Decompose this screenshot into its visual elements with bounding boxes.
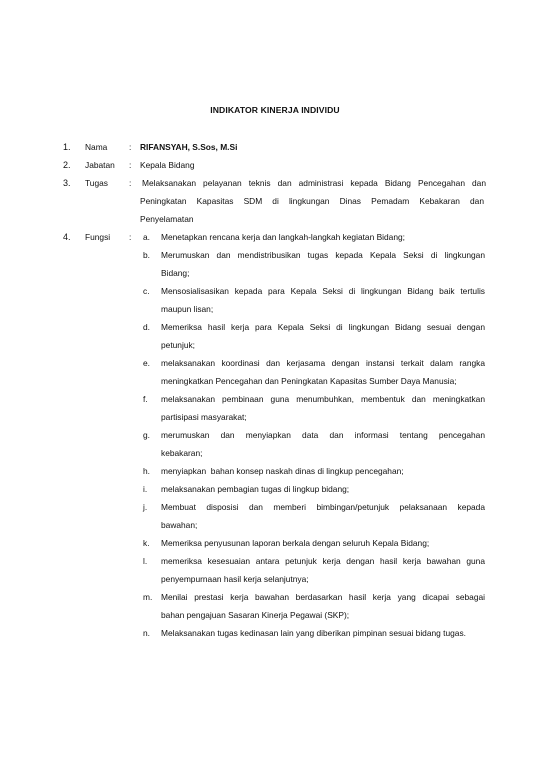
fungsi-line: partisipasi masyarakat; <box>161 412 247 422</box>
fungsi-line: kebakaran; <box>161 448 203 458</box>
fungsi-letter: i. <box>143 484 148 494</box>
fungsi-line: penyempurnaan hasil kerja selanjutnya; <box>161 574 309 584</box>
fungsi-line: melaksanakan pembagian tugas di lingkup bidang; <box>161 484 350 494</box>
field-colon-nama: : <box>129 142 132 152</box>
field-colon-tugas: : <box>129 178 132 188</box>
fungsi-line: Membuat disposisi dan memberi bimbingan/petunjuk pelaksanaan kepada <box>161 502 485 512</box>
document-title: INDIKATOR KINERJA INDIVIDU <box>210 105 340 115</box>
tugas-line: Melaksanakan pelayanan teknis dan administrasi kepada Bidang Pencegahan dan <box>142 178 486 188</box>
item-number-jabatan: 2. <box>63 160 71 170</box>
fungsi-line: bahan pengajuan Sasaran Kinerja Pegawai (SKP); <box>161 610 350 620</box>
fungsi-line: melaksanakan koordinasi dan kerjasama dengan instansi terkait dalam rangka <box>161 358 485 368</box>
field-value-jabatan: Kepala Bidang <box>140 160 195 170</box>
fungsi-letter: e. <box>143 358 150 368</box>
fungsi-letter: g. <box>143 430 150 440</box>
fungsi-line: melaksanakan pembinaan guna menumbuhkan, membentuk dan meningkatkan <box>161 394 485 404</box>
fungsi-line: petunjuk; <box>161 340 195 350</box>
fungsi-line: Merumuskan dan mendistribusikan tugas kepada Kepala Seksi di lingkungan <box>161 250 485 260</box>
fungsi-line: Melaksanakan tugas kedinasan lain yang diberikan pimpinan sesuai bidang tugas. <box>161 628 466 638</box>
fungsi-letter: m. <box>143 592 153 602</box>
field-colon-fungsi: : <box>129 232 132 242</box>
field-label-fungsi: Fungsi <box>85 232 111 242</box>
field-colon-jabatan: : <box>129 160 132 170</box>
fungsi-letter: j. <box>143 502 148 512</box>
fungsi-line: bawahan; <box>161 520 198 530</box>
item-number-tugas: 3. <box>63 178 71 188</box>
fungsi-letter: a. <box>143 232 150 242</box>
field-label-nama: Nama <box>85 142 108 152</box>
fungsi-letter: c. <box>143 286 150 296</box>
item-number-fungsi: 4. <box>63 232 71 242</box>
tugas-line: Peningkatan Kapasitas SDM di lingkungan Dinas Pemadam Kebakaran dan <box>140 196 484 206</box>
fungsi-line: Mensosialisasikan kepada para Kepala Seksi di lingkungan Bidang baik tertulis <box>161 286 485 296</box>
fungsi-line: maupun lisan; <box>161 304 214 314</box>
fungsi-line: Memeriksa hasil kerja para Kepala Seksi di lingkungan Bidang sesuai dengan <box>161 322 485 332</box>
tugas-line: Penyelamatan <box>140 214 194 224</box>
fungsi-letter: d. <box>143 322 150 332</box>
fungsi-line: Menetapkan rencana kerja dan langkah-langkah kegiatan Bidang; <box>161 232 405 242</box>
field-label-tugas: Tugas <box>85 178 108 188</box>
fungsi-line: Memeriksa penyusunan laporan berkala dengan seluruh Kepala Bidang; <box>161 538 430 548</box>
fungsi-letter: b. <box>143 250 150 260</box>
fungsi-letter: f. <box>143 394 148 404</box>
fungsi-line: Bidang; <box>161 268 190 278</box>
field-label-jabatan: Jabatan <box>85 160 115 170</box>
fungsi-letter: n. <box>143 628 150 638</box>
fungsi-line: memeriksa kesesuaian antara petunjuk kerja dengan hasil kerja bawahan guna <box>161 556 485 566</box>
item-number-nama: 1. <box>63 142 71 152</box>
fungsi-line: Menilai prestasi kerja bawahan berdasarkan hasil kerja yang dicapai sebagai <box>161 592 485 602</box>
fungsi-line: merumuskan dan menyiapkan data dan informasi tentang pencegahan <box>161 430 485 440</box>
fungsi-letter: k. <box>143 538 150 548</box>
fungsi-line: menyiapkan bahan konsep naskah dinas di lingkup pencegahan; <box>161 466 404 476</box>
fungsi-letter: h. <box>143 466 150 476</box>
field-value-nama: RIFANSYAH, S.Sos, M.Si <box>140 142 238 152</box>
fungsi-letter: l. <box>143 556 148 566</box>
fungsi-line: meningkatkan Pencegahan dan Peningkatan Kapasitas Sumber Daya Manusia; <box>161 376 457 386</box>
